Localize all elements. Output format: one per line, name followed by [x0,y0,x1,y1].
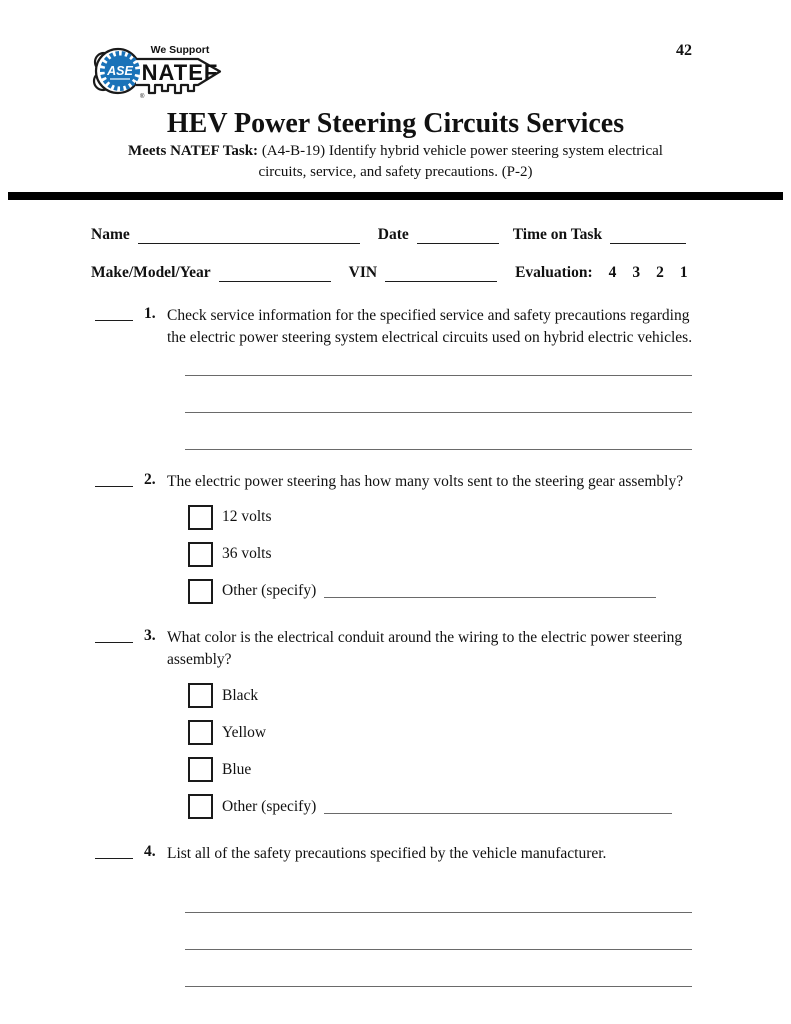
question-4-text: List all of the safety precautions specified by the vehicle manufacturer. [167,844,607,862]
question-1-answer-lines [185,339,692,450]
time-on-task-field[interactable] [610,229,686,244]
task-label: Meets NATEF Task: [128,143,259,160]
checkbox-12-volts[interactable] [188,505,213,530]
evaluation-score-2[interactable]: 2 [656,264,664,282]
time-on-task-label: Time on Task [512,226,603,244]
option-label: 12 volts [222,508,272,526]
question-2 [95,471,791,493]
logo-support-text: We Support [150,44,210,56]
task-text-line2: circuits, service, and safety precautions. (P-2) [258,164,533,181]
question-3 [95,627,791,670]
question-3-text: What color is the electrical conduit around the wiring to the electric power steering assembly? [167,629,683,668]
question-4-number: 4. [144,842,156,860]
question-4 [95,843,791,865]
make-model-year-label: Make/Model/Year [91,264,211,282]
natef-task-statement [0,141,791,183]
option-label: Blue [222,760,252,778]
checkbox-other-q3[interactable] [188,794,213,819]
info-section [91,226,696,282]
date-label: Date [377,226,409,244]
option-12-volts [188,505,791,529]
option-label: 36 volts [222,545,272,563]
answer-line[interactable] [185,376,692,413]
option-36-volts [188,542,791,566]
option-blue [188,758,791,782]
option-yellow [188,721,791,745]
make-model-year-field[interactable] [219,267,331,282]
checkbox-36-volts[interactable] [188,542,213,567]
checkbox-blue[interactable] [188,757,213,782]
other-specify-field-q3[interactable] [324,800,672,814]
vin-field[interactable] [385,267,497,282]
page-number: 42 [676,42,692,59]
info-row-1 [91,226,696,244]
option-black [188,684,791,708]
option-other-q3 [188,795,791,819]
option-label: Other (specify) [222,582,317,600]
question-4-answer-lines [185,876,692,987]
question-1 [95,305,791,348]
date-field[interactable] [417,229,499,244]
question-1-text: Check service information for the specified service and safety precautions regarding the electric power steering system electrical circuits used on hybrid electric vehicles. [167,307,693,346]
task-text-line1: (A4-B-19) Identify hybrid vehicle power steering system electrical [261,143,663,160]
natef-key-logo-graphic [86,40,228,102]
checkbox-yellow[interactable] [188,720,213,745]
option-label: Yellow [222,723,267,741]
name-label: Name [91,226,130,244]
checkbox-black[interactable] [188,683,213,708]
question-2-text: The electric power steering has how many volts sent to the steering gear assembly? [167,472,684,490]
natef-logo [86,40,228,102]
option-other-q2 [188,579,791,603]
question-1-grade-blank[interactable] [95,305,133,321]
question-4-grade-blank[interactable] [95,843,133,859]
name-field[interactable] [138,229,360,244]
option-label: Other (specify) [222,797,317,815]
evaluation-score-3[interactable]: 3 [632,264,641,282]
page-title: HEV Power Steering Circuits Services [166,108,625,139]
evaluation-score-4[interactable]: 4 [608,264,617,282]
vin-label: VIN [348,264,378,282]
svg-text:®: ® [140,94,145,100]
question-1-number: 1. [144,305,156,323]
divider-rule [8,192,783,200]
answer-line[interactable] [185,950,692,987]
question-2-grade-blank[interactable] [95,471,133,487]
answer-line[interactable] [185,876,692,913]
ase-emblem-text: ASE [107,64,133,78]
answer-line[interactable] [185,913,692,950]
checkbox-other-q2[interactable] [188,579,213,604]
evaluation-label: Evaluation: [515,264,593,282]
question-2-number: 2. [144,470,156,488]
option-label: Black [222,686,259,704]
questions-section [95,305,791,987]
evaluation-score-1[interactable]: 1 [679,264,688,282]
logo-org-text: NATEF [141,60,219,85]
question-3-number: 3. [144,627,156,645]
answer-line[interactable] [185,413,692,450]
other-specify-field-q2[interactable] [324,584,656,598]
info-row-2 [91,264,696,282]
question-3-grade-blank[interactable] [95,627,133,643]
